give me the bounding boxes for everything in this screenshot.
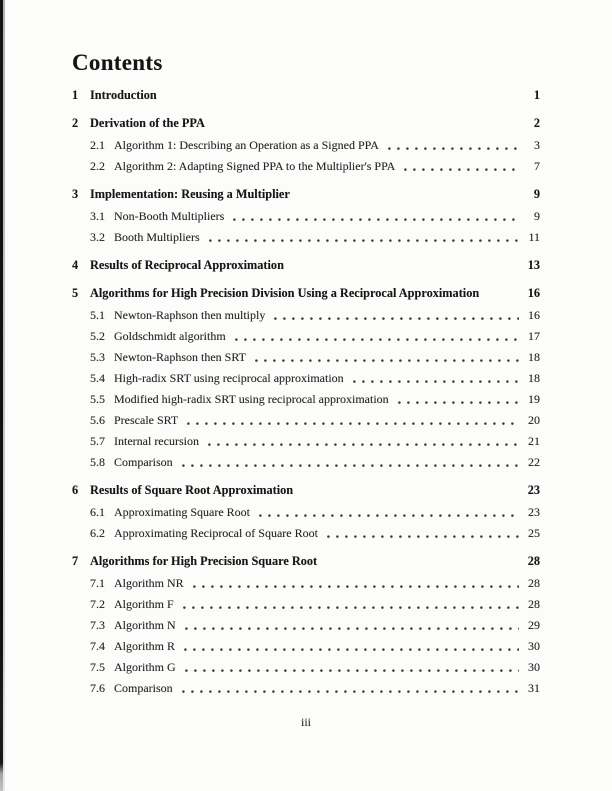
section-title: Newton-Raphson then multiply	[114, 308, 266, 322]
section-title: Algorithm NR	[114, 576, 184, 590]
section-number: 3.2	[90, 230, 105, 244]
toc-chapter-row	[72, 85, 540, 106]
section-number: 3.1	[90, 209, 105, 223]
section-title: Algorithm N	[114, 618, 176, 632]
chapter-page-number: 1	[533, 88, 540, 102]
dot-leader	[272, 305, 519, 326]
section-page-number: 19	[528, 392, 540, 406]
toc-section-row	[72, 410, 540, 431]
toc-section-row	[72, 305, 540, 326]
page-content	[72, 48, 540, 699]
toc-section-row	[72, 657, 540, 678]
toc-section-row	[72, 347, 540, 368]
section-page-number: 31	[528, 681, 540, 695]
chapter-title: Results of Square Root Approximation	[90, 483, 294, 497]
dot-leader	[185, 410, 519, 431]
toc-section-row	[72, 326, 540, 347]
section-page-number: 17	[528, 329, 540, 343]
section-title: High-radix SRT using reciprocal approximation	[114, 371, 344, 385]
scan-edge-shadow	[3, 0, 5, 791]
dot-leader	[183, 615, 519, 636]
section-title: Comparison	[114, 681, 173, 695]
dot-leader	[351, 368, 519, 389]
section-title: Algorithm 2: Adapting Signed PPA to the Multiplier's PPA	[114, 159, 396, 173]
chapter-number: 4	[72, 258, 79, 272]
section-title: Approximating Square Root	[114, 505, 250, 519]
toc-section-row	[72, 368, 540, 389]
section-title: Algorithm R	[114, 639, 176, 653]
section-number: 7.4	[90, 639, 105, 653]
dot-leader	[325, 523, 519, 544]
toc-section-row	[72, 502, 540, 523]
section-number: 5.5	[90, 392, 105, 406]
dot-leader	[180, 678, 519, 699]
toc-section-row	[72, 615, 540, 636]
section-title: Internal recursion	[114, 434, 199, 448]
section-title: Booth Multipliers	[114, 230, 200, 244]
section-title: Comparison	[114, 455, 173, 469]
dot-leader	[181, 594, 519, 615]
section-page-number: 18	[528, 371, 540, 385]
chapter-page-number: 23	[527, 483, 540, 497]
toc-section-row	[72, 573, 540, 594]
chapter-number: 7	[72, 554, 79, 568]
section-number: 7.2	[90, 597, 105, 611]
toc-chapter-row	[72, 184, 540, 205]
toc-section-row	[72, 227, 540, 248]
section-title: Prescale SRT	[114, 413, 179, 427]
section-number: 5.7	[90, 434, 105, 448]
chapter-number: 3	[72, 187, 79, 201]
section-number: 7.6	[90, 681, 105, 695]
section-page-number: 3	[534, 138, 540, 152]
section-page-number: 25	[528, 526, 540, 540]
chapter-title: Derivation of the PPA	[90, 116, 205, 130]
chapter-title: Algorithms for High Precision Square Root	[90, 554, 318, 568]
section-number: 5.3	[90, 350, 105, 364]
dot-leader	[180, 452, 519, 473]
toc-chapter-row	[72, 480, 540, 501]
section-page-number: 16	[528, 308, 540, 322]
section-title: Algorithm F	[114, 597, 174, 611]
section-page-number: 11	[528, 230, 540, 244]
section-number: 5.4	[90, 371, 105, 385]
chapter-title: Implementation: Reusing a Multiplier	[90, 187, 290, 201]
chapter-number: 6	[72, 483, 79, 497]
chapter-page-number: 13	[527, 258, 540, 272]
section-page-number: 21	[528, 434, 540, 448]
section-number: 5.1	[90, 308, 105, 322]
dot-leader	[402, 156, 519, 177]
dot-leader	[231, 206, 519, 227]
section-number: 7.1	[90, 576, 105, 590]
toc-section-row	[72, 431, 540, 452]
section-title: Algorithm G	[114, 660, 176, 674]
chapter-title: Algorithms for High Precision Division Using a Reciprocal Approximation	[90, 286, 480, 300]
dot-leader	[253, 347, 519, 368]
chapter-title: Introduction	[90, 88, 157, 102]
dot-leader	[191, 573, 519, 594]
section-page-number: 30	[528, 639, 540, 653]
section-title: Goldschmidt algorithm	[114, 329, 226, 343]
chapter-page-number: 16	[527, 286, 540, 300]
section-number: 2.1	[90, 138, 105, 152]
toc-section-row	[72, 135, 540, 156]
toc-section-row	[72, 156, 540, 177]
toc-section-row	[72, 594, 540, 615]
toc-section-row	[72, 206, 540, 227]
dot-leader	[257, 502, 519, 523]
section-title: Algorithm 1: Describing an Operation as a Signed PPA	[114, 138, 379, 152]
dot-leader	[386, 135, 519, 156]
dot-leader	[207, 227, 519, 248]
toc-section-row	[72, 636, 540, 657]
chapter-title: Results of Reciprocal Approximation	[90, 258, 284, 272]
toc-section-row	[72, 523, 540, 544]
toc-section-row	[72, 389, 540, 410]
section-page-number: 9	[534, 209, 540, 223]
section-page-number: 29	[528, 618, 540, 632]
section-title: Newton-Raphson then SRT	[114, 350, 246, 364]
section-page-number: 28	[528, 597, 540, 611]
section-title: Approximating Reciprocal of Square Root	[114, 526, 318, 540]
section-number: 6.2	[90, 526, 105, 540]
table-of-contents	[72, 85, 540, 699]
toc-chapter-row	[72, 551, 540, 572]
toc-chapter-row	[72, 255, 540, 276]
section-title: Non-Booth Multipliers	[114, 209, 225, 223]
toc-section-row	[72, 678, 540, 699]
chapter-page-number: 2	[533, 116, 540, 130]
section-page-number: 28	[528, 576, 540, 590]
dot-leader	[206, 431, 519, 452]
section-page-number: 30	[528, 660, 540, 674]
toc-chapter-row	[72, 113, 540, 134]
chapter-number: 5	[72, 286, 79, 300]
dot-leader	[233, 326, 519, 347]
section-number: 5.2	[90, 329, 105, 343]
dot-leader	[183, 657, 519, 678]
toc-chapter-row	[72, 283, 540, 304]
section-title: Modified high-radix SRT using reciprocal approximation	[114, 392, 389, 406]
section-page-number: 7	[534, 159, 540, 173]
section-number: 6.1	[90, 505, 105, 519]
dot-leader	[396, 389, 519, 410]
page-title: Contents	[72, 50, 163, 75]
chapter-page-number: 28	[527, 554, 540, 568]
section-number: 7.3	[90, 618, 105, 632]
section-page-number: 20	[528, 413, 540, 427]
chapter-page-number: 9	[533, 187, 540, 201]
section-page-number: 18	[528, 350, 540, 364]
section-page-number: 23	[528, 505, 540, 519]
section-number: 7.5	[90, 660, 105, 674]
chapter-number: 2	[72, 116, 79, 130]
chapter-number: 1	[72, 88, 79, 102]
page-number-footer: iii	[300, 715, 311, 729]
section-number: 5.8	[90, 455, 105, 469]
dot-leader	[182, 636, 519, 657]
section-page-number: 22	[528, 455, 540, 469]
section-number: 5.6	[90, 413, 105, 427]
toc-section-row	[72, 452, 540, 473]
section-number: 2.2	[90, 159, 105, 173]
